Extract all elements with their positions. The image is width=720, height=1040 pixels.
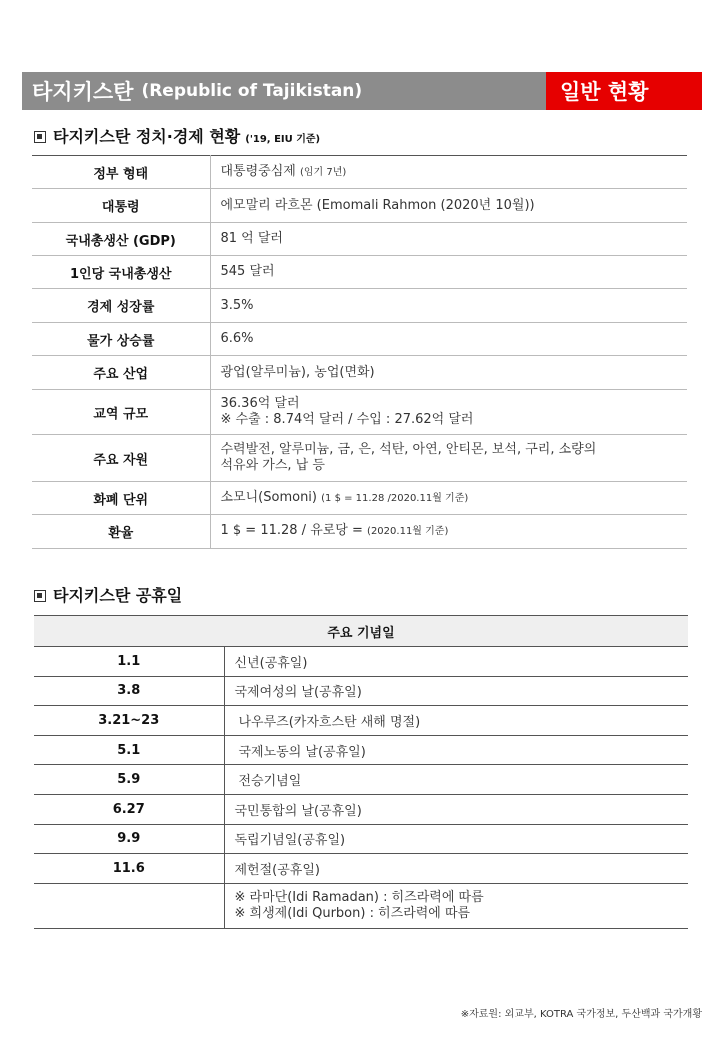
holiday-name: 나우루즈(카자흐스탄 새해 명절) bbox=[224, 706, 688, 736]
row-key: 대통령 bbox=[32, 189, 210, 223]
table-row bbox=[32, 482, 687, 515]
row-key: 물가 상승률 bbox=[32, 323, 210, 356]
holiday-name: 신년(공휴일) bbox=[224, 647, 688, 677]
value-line: 수력발전, 알루미늄, 금, 은, 석탄, 아연, 안티몬, 보석, 구리, 소량의 bbox=[220, 442, 597, 457]
table-row bbox=[34, 735, 688, 765]
politics-heading-title: 타지키스탄 정치·경제 현황 bbox=[53, 127, 241, 146]
table-row bbox=[34, 706, 688, 736]
table-row bbox=[34, 647, 688, 677]
row-value bbox=[210, 515, 687, 549]
table-row bbox=[34, 794, 688, 824]
country-title: 타지키스탄 bbox=[32, 80, 134, 104]
title-banner bbox=[22, 72, 702, 110]
table-row bbox=[32, 156, 687, 189]
banner-title-area bbox=[22, 72, 546, 110]
holiday-date: 9.9 bbox=[34, 824, 224, 854]
table-row bbox=[34, 824, 688, 854]
value-extra: (2020.11월 기준) bbox=[367, 526, 449, 537]
table-row bbox=[32, 435, 687, 482]
holiday-name: 국민통합의 날(공휴일) bbox=[224, 794, 688, 824]
section-tag: 일반 현황 bbox=[546, 72, 702, 110]
value-line-2: 석유와 가스, 납 등 bbox=[220, 458, 325, 473]
politics-economy-table bbox=[32, 155, 687, 549]
table-row bbox=[32, 323, 687, 356]
table-row bbox=[32, 256, 687, 289]
table-row bbox=[32, 189, 687, 223]
holidays-heading bbox=[34, 583, 182, 606]
holiday-date: 11.6 bbox=[34, 854, 224, 884]
table-row-notes bbox=[34, 883, 688, 928]
holiday-date: 5.9 bbox=[34, 765, 224, 795]
square-bullet-icon bbox=[34, 131, 46, 143]
value-extra: (임기 7년) bbox=[300, 166, 347, 178]
holiday-date: 6.27 bbox=[34, 794, 224, 824]
holiday-date: 1.1 bbox=[34, 647, 224, 677]
holiday-name: 제헌절(공휴일) bbox=[224, 854, 688, 884]
holiday-date: 3.8 bbox=[34, 676, 224, 706]
holiday-name: 독립기념일(공휴일) bbox=[224, 824, 688, 854]
holidays-table bbox=[34, 615, 688, 929]
row-value: 81 억 달러 bbox=[210, 223, 687, 256]
row-value: 광업(알루미늄), 농업(면화) bbox=[210, 356, 687, 390]
row-key: 환율 bbox=[32, 515, 210, 549]
table-row bbox=[32, 356, 687, 390]
source-note: ※자료원: 외교부, KOTRA 국가정보, 두산백과 국가개황 bbox=[460, 1009, 702, 1020]
politics-heading-note: ('19, EIU 기준) bbox=[245, 134, 321, 145]
holiday-date-empty bbox=[34, 883, 224, 928]
row-value bbox=[210, 482, 687, 515]
holiday-name: 전승기념일 bbox=[224, 765, 688, 795]
value-line-2: ※ 수출 : 8.74억 달러 / 수입 : 27.62억 달러 bbox=[220, 412, 474, 427]
row-key: 경제 성장률 bbox=[32, 289, 210, 323]
value-text: 대통령중심제 bbox=[220, 163, 296, 179]
row-key: 주요 자원 bbox=[32, 435, 210, 482]
row-value: 에모말리 라흐몬 (Emomali Rahmon (2020년 10월)) bbox=[210, 189, 687, 223]
value-text: 1 $ = 11.28 / 유로당 = bbox=[220, 523, 363, 538]
table-row bbox=[34, 854, 688, 884]
row-value bbox=[210, 435, 687, 482]
table-row bbox=[34, 765, 688, 795]
square-bullet-icon bbox=[34, 590, 46, 602]
note-line: ※ 희생제(Idi Qurbon) : 히즈라력에 따름 bbox=[234, 905, 471, 921]
holiday-date: 3.21~23 bbox=[34, 706, 224, 736]
holiday-date: 5.1 bbox=[34, 735, 224, 765]
holiday-name: 국제여성의 날(공휴일) bbox=[224, 676, 688, 706]
row-value: 3.5% bbox=[210, 289, 687, 323]
row-key: 1인당 국내총생산 bbox=[32, 256, 210, 289]
holidays-heading-title: 타지키스탄 공휴일 bbox=[53, 586, 183, 605]
table-row bbox=[34, 676, 688, 706]
table-header: 주요 기념일 bbox=[34, 616, 688, 647]
value-line: 36.36억 달러 bbox=[220, 396, 300, 411]
row-key: 정부 형태 bbox=[32, 156, 210, 189]
holiday-notes bbox=[224, 883, 688, 928]
row-key: 교역 규모 bbox=[32, 390, 210, 435]
row-key: 화폐 단위 bbox=[32, 482, 210, 515]
value-text: 소모니(Somoni) bbox=[220, 489, 317, 505]
row-key: 주요 산업 bbox=[32, 356, 210, 390]
table-row bbox=[32, 223, 687, 256]
row-value bbox=[210, 156, 687, 189]
table-header-row bbox=[34, 616, 688, 647]
note-line: ※ 라마단(Idi Ramadan) : 히즈라력에 따름 bbox=[234, 889, 484, 905]
table-row bbox=[32, 515, 687, 549]
table-row bbox=[32, 390, 687, 435]
politics-heading bbox=[34, 124, 320, 147]
holiday-name: 국제노동의 날(공휴일) bbox=[224, 735, 688, 765]
country-subtitle: (Republic of Tajikistan) bbox=[141, 81, 363, 101]
row-value: 6.6% bbox=[210, 323, 687, 356]
row-key: 국내총생산 (GDP) bbox=[32, 223, 210, 256]
value-extra: (1 $ = 11.28 /2020.11월 기준) bbox=[321, 492, 469, 504]
row-value: 545 달러 bbox=[210, 256, 687, 289]
table-row bbox=[32, 289, 687, 323]
row-value bbox=[210, 390, 687, 435]
